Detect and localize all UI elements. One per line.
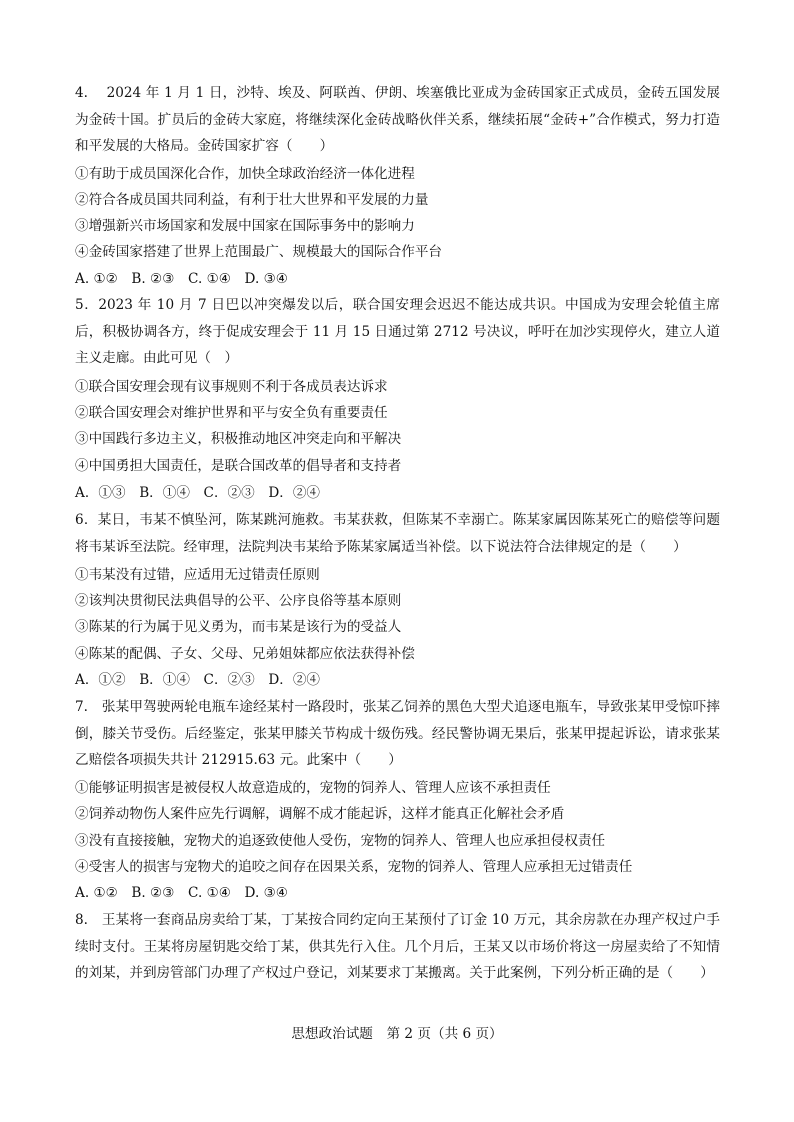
question-6-option-2: ②该判决贯彻民法典倡导的公平、公序良俗等基本原则	[75, 593, 402, 609]
question-6-stem: 6．某日，韦某不慎坠河，陈某跳河施救。韦某获救，但陈某不幸溺亡。陈某家属因陈某死亡的赔偿等问题将韦某诉至法院。经审理，法院判决韦某给予陈某家属适当补偿。以下说法符合法律规定的是（ ）	[75, 512, 720, 555]
question-5-stem: 5．2023 年 10 月 7 日巴以冲突爆发以后，联合国安理会迟迟不能达成共识。中国成为安理会轮值主席后，积极协调各方，终于促成安理会于 11 月 15 日通过第 2712 号决议，呼吁在加沙实现停火，建立人道主义走廊。由此可见（ ）	[75, 297, 720, 366]
question-6-option-3: ③陈某的行为属于见义勇为，而韦某是该行为的受益人	[75, 619, 402, 635]
question-5-option-2: ②联合国安理会对维护世界和平与安全负有重要责任	[75, 405, 388, 421]
question-4-answers: A. ①② B. ②③ C. ①④ D. ③④	[75, 271, 288, 287]
question-5-option-4: ④中国勇担大国责任，是联合国改革的倡导者和支持者	[75, 458, 402, 474]
question-7-option-1: ①能够证明损害是被侵权人故意造成的，宠物的饲养人、管理人应该不承担责任	[75, 780, 551, 796]
question-5-answers: A．①③ B．①④ C．②③ D．②④	[75, 485, 321, 501]
question-7-option-4: ④受害人的损害与宠物犬的追咬之间存在因果关系，宠物的饲养人、管理人应承担无过错责任	[75, 859, 633, 875]
question-4-option-2: ②符合各成员国共同利益，有利于壮大世界和平发展的力量	[75, 192, 429, 208]
question-6-option-1: ①韦某没有过错，应适用无过错责任原则	[75, 567, 320, 583]
question-7-option-3: ③没有直接接触，宠物犬的追逐致使他人受伤，宠物的饲养人、管理人也应承担侵权责任	[75, 833, 606, 849]
question-4-stem: 4. 2024 年 1 月 1 日，沙特、埃及、阿联酋、伊朗、埃塞俄比亚成为金砖国家正式成员，金砖五国发展为金砖十国。扩员后的金砖大家庭，将继续深化金砖战略伙伴关系，继续拓展“金砖+”合作模式，努力打造和平发展的大格局。金砖国家扩容（ ）	[75, 85, 720, 154]
question-7-answers: A. ①② B. ②③ C. ①④ D. ③④	[75, 885, 288, 901]
question-5-option-3: ③中国践行多边主义，积极推动地区冲突走向和平解决	[75, 431, 402, 447]
question-4-option-1: ①有助于成员国深化合作，加快全球政治经济一体化进程	[75, 166, 415, 182]
question-6-answers: A．①② B．①④ C．②③ D．②④	[75, 672, 321, 688]
page-footer: 思想政治试题 第 2 页（共 6 页）	[291, 1026, 503, 1042]
question-6-option-4: ④陈某的配偶、子女、父母、兄弟姐妹都应依法获得补偿	[75, 646, 415, 662]
question-4-option-3: ③增强新兴市场国家和发展中国家在国际事务中的影响力	[75, 218, 415, 234]
question-4-option-4: ④金砖国家搭建了世界上范围最广、规模最大的国际合作平台	[75, 244, 443, 260]
question-8-stem: 8. 王某将一套商品房卖给丁某，丁某按合同约定向王某预付了订金 10 万元，其余房款在办理产权过户手续时支付。王某将房屋钥匙交给丁某，供其先行入住。几个月后，王某又以市场价将这一房屋卖给了不知情的刘某，并到房管部门办理了产权过户登记，刘某要求丁某搬离。关于此案例，下列分析正确的是（ ）	[75, 912, 720, 981]
question-7-stem: 7. 张某甲驾驶两轮电瓶车途经某村一路段时，张某乙饲养的黑色大型犬追逐电瓶车，导致张某甲受惊吓摔倒，膝关节受伤。后经鉴定，张某甲膝关节构成十级伤残。经民警协调无果后，张某甲提起诉讼，请求张某乙赔偿各项损失共计 212915.63 元。此案中（ ）	[75, 699, 720, 768]
question-7-option-2: ②饲养动物伤人案件应先行调解，调解不成才能起诉，这样才能真正化解社会矛盾	[75, 806, 565, 822]
question-5-option-1: ①联合国安理会现有议事规则不利于各成员表达诉求	[75, 379, 388, 395]
